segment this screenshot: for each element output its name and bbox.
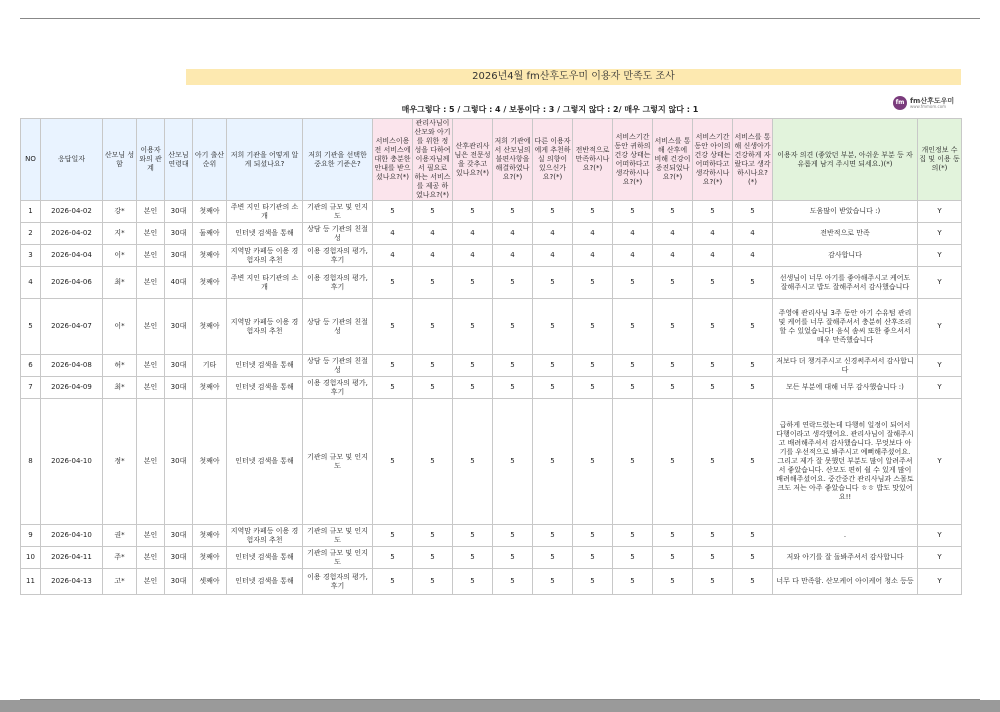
row-score-q4: 5 — [493, 399, 533, 525]
row-opinion: 감사합니다 — [773, 245, 918, 267]
row-birth-order: 둘째아 — [193, 223, 227, 245]
row-source: 지역맘 카페등 이용 경험자의 추천 — [227, 245, 303, 267]
row-opinion: 저보다 더 챙겨주시고 신경써주셔서 감사합니다 — [773, 355, 918, 377]
row-source: 지역맘 카페등 이용 경험자의 추천 — [227, 299, 303, 355]
row-score-q9: 5 — [693, 547, 733, 569]
row-score-q3: 4 — [453, 223, 493, 245]
row-opinion: 모든 부분에 대해 너무 감사했습니다 :) — [773, 377, 918, 399]
row-score-q3: 5 — [453, 299, 493, 355]
row-score-q6: 5 — [573, 377, 613, 399]
row-date: 2026-04-07 — [41, 299, 103, 355]
row-no: 10 — [21, 547, 41, 569]
row-date: 2026-04-02 — [41, 223, 103, 245]
row-score-q3: 5 — [453, 525, 493, 547]
row-score-q4: 4 — [493, 223, 533, 245]
row-score-q9: 5 — [693, 267, 733, 299]
row-age: 30대 — [165, 299, 193, 355]
row-relation: 본인 — [137, 525, 165, 547]
logo-icon: fm — [893, 96, 907, 110]
row-score-q3: 5 — [453, 201, 493, 223]
header-criteria: 저희 기관을 선택한 중요한 기준은? — [303, 119, 373, 201]
row-criteria: 이용 경험자의 평가, 후기 — [303, 267, 373, 299]
row-score-q9: 5 — [693, 201, 733, 223]
row-score-q1: 4 — [373, 245, 413, 267]
row-score-q7: 5 — [613, 267, 653, 299]
row-score-q4: 5 — [493, 525, 533, 547]
header-birth-order: 아기 출산 순위 — [193, 119, 227, 201]
table-row — [21, 569, 962, 595]
header-q10: 서비스를 통해 신생아가 건강하게 자랐다고 생각하시나요?(*) — [733, 119, 773, 201]
header-q7: 서비스기간 동안 귀하의 건강 상태는 어떠하다고 생각하시나요?(*) — [613, 119, 653, 201]
header-q4: 저희 기관에서 산모님의 불편사항을 해결하였나요?(*) — [493, 119, 533, 201]
row-score-q1: 5 — [373, 547, 413, 569]
row-score-q1: 5 — [373, 355, 413, 377]
row-score-q1: 5 — [373, 377, 413, 399]
row-date: 2026-04-02 — [41, 201, 103, 223]
row-birth-order: 첫째아 — [193, 245, 227, 267]
row-score-q8: 4 — [653, 223, 693, 245]
row-score-q6: 5 — [573, 569, 613, 595]
table-row — [21, 547, 962, 569]
row-opinion: 저와 아기를 잘 돌봐주셔서 감사합니다 — [773, 547, 918, 569]
row-no: 1 — [21, 201, 41, 223]
row-score-q10: 4 — [733, 223, 773, 245]
row-score-q8: 5 — [653, 377, 693, 399]
row-relation: 본인 — [137, 547, 165, 569]
row-score-q9: 5 — [693, 299, 733, 355]
row-criteria: 기관의 규모 및 인지도 — [303, 201, 373, 223]
row-score-q8: 5 — [653, 299, 693, 355]
row-birth-order: 첫째아 — [193, 377, 227, 399]
row-criteria: 기관의 규모 및 인지도 — [303, 399, 373, 525]
row-no: 8 — [21, 399, 41, 525]
row-source: 지역맘 카페등 이용 경험자의 추천 — [227, 525, 303, 547]
row-name: 이* — [103, 299, 137, 355]
row-score-q6: 5 — [573, 399, 613, 525]
row-consent: Y — [918, 355, 962, 377]
table-row — [21, 377, 962, 399]
table-row — [21, 201, 962, 223]
row-no: 2 — [21, 223, 41, 245]
row-name: 정* — [103, 399, 137, 525]
row-score-q2: 4 — [413, 223, 453, 245]
row-birth-order: 기타 — [193, 355, 227, 377]
table-row — [21, 223, 962, 245]
row-score-q5: 5 — [533, 267, 573, 299]
row-score-q3: 5 — [453, 355, 493, 377]
row-score-q4: 5 — [493, 547, 533, 569]
row-opinion: 급하게 연락드렸는데 다행히 일정이 되어서 다행이라고 생각했어요. 관리사님이 잘해주시고 배려해주셔서 감사했습니다. 무엇보다 아기를 우선적으로 봐주시고 예뻐해주셨어요. 그리고 제가 잘 못했던 부분도 많이 알려주셔서 좋았습니다. 산모도 편히 쉴 수 있게 많이 배려해주셨어요. 중간중간 관리사님과 스몰토크도 저는 아주 좋았습니다 ㅎㅎ 밥도 맛있어요!! — [773, 399, 918, 525]
row-criteria: 이용 경험자의 평가, 후기 — [303, 245, 373, 267]
row-name: 지* — [103, 223, 137, 245]
table-row — [21, 355, 962, 377]
row-score-q8: 5 — [653, 267, 693, 299]
row-birth-order: 첫째아 — [193, 525, 227, 547]
row-age: 30대 — [165, 399, 193, 525]
row-age: 30대 — [165, 547, 193, 569]
row-score-q1: 4 — [373, 223, 413, 245]
row-score-q8: 5 — [653, 547, 693, 569]
row-age: 30대 — [165, 245, 193, 267]
row-score-q9: 5 — [693, 399, 733, 525]
row-no: 11 — [21, 569, 41, 595]
row-opinion: 주영애 관리사님 3주 동안 아기 수유텀 관리 및 케어를 너무 잘해주셔서 충분히 산후조리 할 수 있었습니다! 음식 솜씨 또한 좋으셔서 매우 만족했습니다 — [773, 299, 918, 355]
row-age: 30대 — [165, 201, 193, 223]
header-source: 저희 기관을 어떻게 알게 되셨나요? — [227, 119, 303, 201]
row-score-q5: 4 — [533, 245, 573, 267]
table-row — [21, 525, 962, 547]
row-score-q5: 4 — [533, 223, 573, 245]
row-consent: Y — [918, 569, 962, 595]
header-consent: 개인정보 수집 및 이용 동의(*) — [918, 119, 962, 201]
header-q5: 다른 이용자에게 추천하실 의향이 있으신가요?(*) — [533, 119, 573, 201]
row-criteria: 상담 등 기관의 친절성 — [303, 299, 373, 355]
row-score-q3: 5 — [453, 399, 493, 525]
header-opinion: 이용자 의견 (좋았던 부분, 아쉬운 부분 등 자유롭게 남겨 주시면 되세요.)(*) — [773, 119, 918, 201]
row-source: 인터넷 검색을 통해 — [227, 377, 303, 399]
logo-url: www.fmmom.com — [910, 104, 947, 109]
row-score-q7: 5 — [613, 525, 653, 547]
row-score-q4: 5 — [493, 201, 533, 223]
row-source: 주변 지인 타기관의 소개 — [227, 201, 303, 223]
row-birth-order: 첫째아 — [193, 267, 227, 299]
row-date: 2026-04-08 — [41, 355, 103, 377]
row-age: 30대 — [165, 355, 193, 377]
row-consent: Y — [918, 201, 962, 223]
row-score-q7: 4 — [613, 245, 653, 267]
row-birth-order: 첫째아 — [193, 201, 227, 223]
row-birth-order: 첫째아 — [193, 299, 227, 355]
row-source: 인터넷 검색을 통해 — [227, 399, 303, 525]
header-no: NO — [21, 119, 41, 201]
row-name: 권* — [103, 525, 137, 547]
row-score-q9: 5 — [693, 569, 733, 595]
row-score-q7: 5 — [613, 201, 653, 223]
row-score-q4: 5 — [493, 377, 533, 399]
row-relation: 본인 — [137, 355, 165, 377]
row-criteria: 기관의 규모 및 인지도 — [303, 525, 373, 547]
row-consent: Y — [918, 399, 962, 525]
row-score-q4: 5 — [493, 299, 533, 355]
row-score-q8: 5 — [653, 569, 693, 595]
row-consent: Y — [918, 267, 962, 299]
header-q1: 서비스이용 전 서비스에 대한 충분한 안내를 받으셨나요?(*) — [373, 119, 413, 201]
row-score-q3: 5 — [453, 569, 493, 595]
row-score-q9: 5 — [693, 525, 733, 547]
row-criteria: 이용 경험자의 평가, 후기 — [303, 569, 373, 595]
row-age: 40대 — [165, 267, 193, 299]
logo-name: fm산후도우미 — [910, 97, 955, 105]
row-score-q4: 5 — [493, 569, 533, 595]
row-score-q1: 5 — [373, 201, 413, 223]
row-score-q6: 5 — [573, 267, 613, 299]
row-no: 9 — [21, 525, 41, 547]
row-score-q1: 5 — [373, 299, 413, 355]
row-relation: 본인 — [137, 267, 165, 299]
header-date: 응답일자 — [41, 119, 103, 201]
header-row — [21, 119, 962, 201]
row-consent: Y — [918, 547, 962, 569]
row-score-q6: 4 — [573, 245, 613, 267]
row-date: 2026-04-11 — [41, 547, 103, 569]
row-consent: Y — [918, 299, 962, 355]
row-criteria: 기관의 규모 및 인지도 — [303, 547, 373, 569]
header-q3: 산후관리사님은 전문성을 갖추고 있나요?(*) — [453, 119, 493, 201]
row-date: 2026-04-13 — [41, 569, 103, 595]
row-opinion: . — [773, 525, 918, 547]
row-birth-order: 첫째아 — [193, 399, 227, 525]
row-source: 인터넷 검색을 통해 — [227, 547, 303, 569]
row-score-q10: 5 — [733, 355, 773, 377]
row-date: 2026-04-04 — [41, 245, 103, 267]
header-q2: 관리사님이 산모와 아기를 위한 정성을 다하여 이용자님께 서 필요로 하는 서비스를 제공 하였나요?(*) — [414, 119, 451, 199]
row-opinion: 도움많이 받았습니다 :) — [773, 201, 918, 223]
row-name: 주* — [103, 547, 137, 569]
header-relation: 이용자와의 관계 — [137, 119, 165, 201]
row-score-q10: 5 — [733, 399, 773, 525]
row-age: 30대 — [165, 569, 193, 595]
row-score-q2: 5 — [413, 377, 453, 399]
row-relation: 본인 — [137, 245, 165, 267]
row-relation: 본인 — [137, 223, 165, 245]
row-source: 인터넷 검색을 통해 — [227, 355, 303, 377]
row-consent: Y — [918, 377, 962, 399]
header-name: 산모님 성함 — [103, 119, 137, 201]
row-age: 30대 — [165, 525, 193, 547]
row-criteria: 상담 등 기관의 친절성 — [303, 355, 373, 377]
table-row — [21, 399, 962, 525]
row-score-q5: 5 — [533, 525, 573, 547]
row-score-q7: 5 — [613, 377, 653, 399]
row-name: 허* — [103, 355, 137, 377]
row-criteria: 이용 경험자의 평가, 후기 — [303, 377, 373, 399]
row-no: 3 — [21, 245, 41, 267]
row-source: 인터넷 검색을 통해 — [227, 569, 303, 595]
row-score-q7: 5 — [613, 399, 653, 525]
row-consent: Y — [918, 525, 962, 547]
row-score-q10: 4 — [733, 245, 773, 267]
row-score-q2: 5 — [413, 569, 453, 595]
row-score-q1: 5 — [373, 525, 413, 547]
row-score-q4: 5 — [493, 267, 533, 299]
row-score-q2: 5 — [413, 547, 453, 569]
row-score-q2: 4 — [413, 245, 453, 267]
rating-scale-legend: 매우그렇다 : 5 / 그렇다 : 4 / 보통이다 : 3 / 그렇지 않다 : 2/ 매우 그렇지 않다 : 1 — [401, 105, 699, 114]
row-score-q7: 5 — [613, 547, 653, 569]
row-no: 5 — [21, 299, 41, 355]
row-score-q8: 5 — [653, 355, 693, 377]
row-score-q6: 5 — [573, 525, 613, 547]
row-score-q2: 5 — [413, 299, 453, 355]
row-score-q7: 5 — [613, 569, 653, 595]
row-score-q6: 5 — [573, 201, 613, 223]
header-q6: 전반적으로 만족하시나요?(*) — [573, 119, 613, 201]
row-age: 30대 — [165, 223, 193, 245]
row-score-q9: 5 — [693, 355, 733, 377]
row-source: 인터넷 검색을 통해 — [227, 223, 303, 245]
row-score-q5: 5 — [533, 399, 573, 525]
row-score-q6: 5 — [573, 299, 613, 355]
row-opinion: 전반적으로 만족 — [773, 223, 918, 245]
row-relation: 본인 — [137, 377, 165, 399]
survey-table — [20, 118, 962, 595]
row-score-q1: 5 — [373, 569, 413, 595]
row-source: 주변 지인 타기관의 소개 — [227, 267, 303, 299]
row-score-q2: 5 — [413, 399, 453, 525]
row-score-q7: 5 — [613, 299, 653, 355]
row-criteria: 상담 등 기관의 친절성 — [303, 223, 373, 245]
row-date: 2026-04-10 — [41, 525, 103, 547]
table-row — [21, 299, 962, 355]
row-name: 최* — [103, 267, 137, 299]
row-consent: Y — [918, 223, 962, 245]
row-consent: Y — [918, 245, 962, 267]
row-name: 고* — [103, 569, 137, 595]
row-date: 2026-04-10 — [41, 399, 103, 525]
table-row — [21, 267, 962, 299]
row-score-q10: 5 — [733, 569, 773, 595]
row-score-q5: 5 — [533, 201, 573, 223]
survey-title: 2026년4월 fm산후도우미 이용자 만족도 조사 — [186, 69, 961, 85]
row-no: 6 — [21, 355, 41, 377]
row-score-q7: 4 — [613, 223, 653, 245]
row-score-q4: 4 — [493, 245, 533, 267]
row-name: 강* — [103, 201, 137, 223]
row-score-q5: 5 — [533, 377, 573, 399]
row-score-q6: 4 — [573, 223, 613, 245]
row-relation: 본인 — [137, 201, 165, 223]
page-border-bottom — [20, 699, 980, 700]
row-score-q9: 5 — [693, 377, 733, 399]
row-score-q5: 5 — [533, 547, 573, 569]
row-score-q4: 5 — [493, 355, 533, 377]
row-score-q10: 5 — [733, 299, 773, 355]
row-score-q7: 5 — [613, 355, 653, 377]
row-date: 2026-04-06 — [41, 267, 103, 299]
row-score-q2: 5 — [413, 355, 453, 377]
row-birth-order: 셋째아 — [193, 569, 227, 595]
row-no: 7 — [21, 377, 41, 399]
row-score-q5: 5 — [533, 299, 573, 355]
row-score-q8: 5 — [653, 525, 693, 547]
table-row — [21, 245, 962, 267]
row-score-q8: 5 — [653, 201, 693, 223]
row-score-q9: 4 — [693, 223, 733, 245]
row-name: 이* — [103, 245, 137, 267]
row-opinion: 선생님이 너무 아기를 좋아해주시고 케어도 잘해주시고 밥도 잘해주셔서 감사했습니다 — [773, 267, 918, 299]
row-score-q10: 5 — [733, 547, 773, 569]
row-score-q3: 5 — [453, 267, 493, 299]
row-score-q2: 5 — [413, 201, 453, 223]
row-date: 2026-04-09 — [41, 377, 103, 399]
row-score-q2: 5 — [413, 267, 453, 299]
row-relation: 본인 — [137, 299, 165, 355]
row-score-q10: 5 — [733, 201, 773, 223]
row-age: 30대 — [165, 377, 193, 399]
page-border-top — [20, 18, 980, 19]
row-birth-order: 첫째아 — [193, 547, 227, 569]
row-score-q6: 5 — [573, 355, 613, 377]
row-score-q6: 5 — [573, 547, 613, 569]
row-score-q1: 5 — [373, 267, 413, 299]
row-score-q10: 5 — [733, 267, 773, 299]
row-score-q8: 4 — [653, 245, 693, 267]
row-score-q8: 5 — [653, 399, 693, 525]
row-score-q10: 5 — [733, 377, 773, 399]
row-score-q9: 4 — [693, 245, 733, 267]
row-score-q2: 5 — [413, 525, 453, 547]
row-no: 4 — [21, 267, 41, 299]
row-score-q5: 5 — [533, 569, 573, 595]
row-opinion: 너무 다 만족함. 산모케어 아이케어 청소 등등 — [773, 569, 918, 595]
row-score-q3: 5 — [453, 377, 493, 399]
row-score-q3: 4 — [453, 245, 493, 267]
header-age: 산모님 연령대 — [165, 119, 193, 201]
row-relation: 본인 — [137, 399, 165, 525]
row-score-q10: 5 — [733, 525, 773, 547]
row-score-q3: 5 — [453, 547, 493, 569]
header-q8: 서비스를 통해 산후에 비해 건강이 증진되었나요?(*) — [653, 119, 693, 201]
header-q9: 서비스기간 동안 아이의 건강 상태는 어떠하다고 생각하시나요?(*) — [693, 119, 733, 201]
company-logo — [893, 95, 963, 111]
row-score-q1: 5 — [373, 399, 413, 525]
row-score-q5: 5 — [533, 355, 573, 377]
row-relation: 본인 — [137, 569, 165, 595]
row-name: 최* — [103, 377, 137, 399]
